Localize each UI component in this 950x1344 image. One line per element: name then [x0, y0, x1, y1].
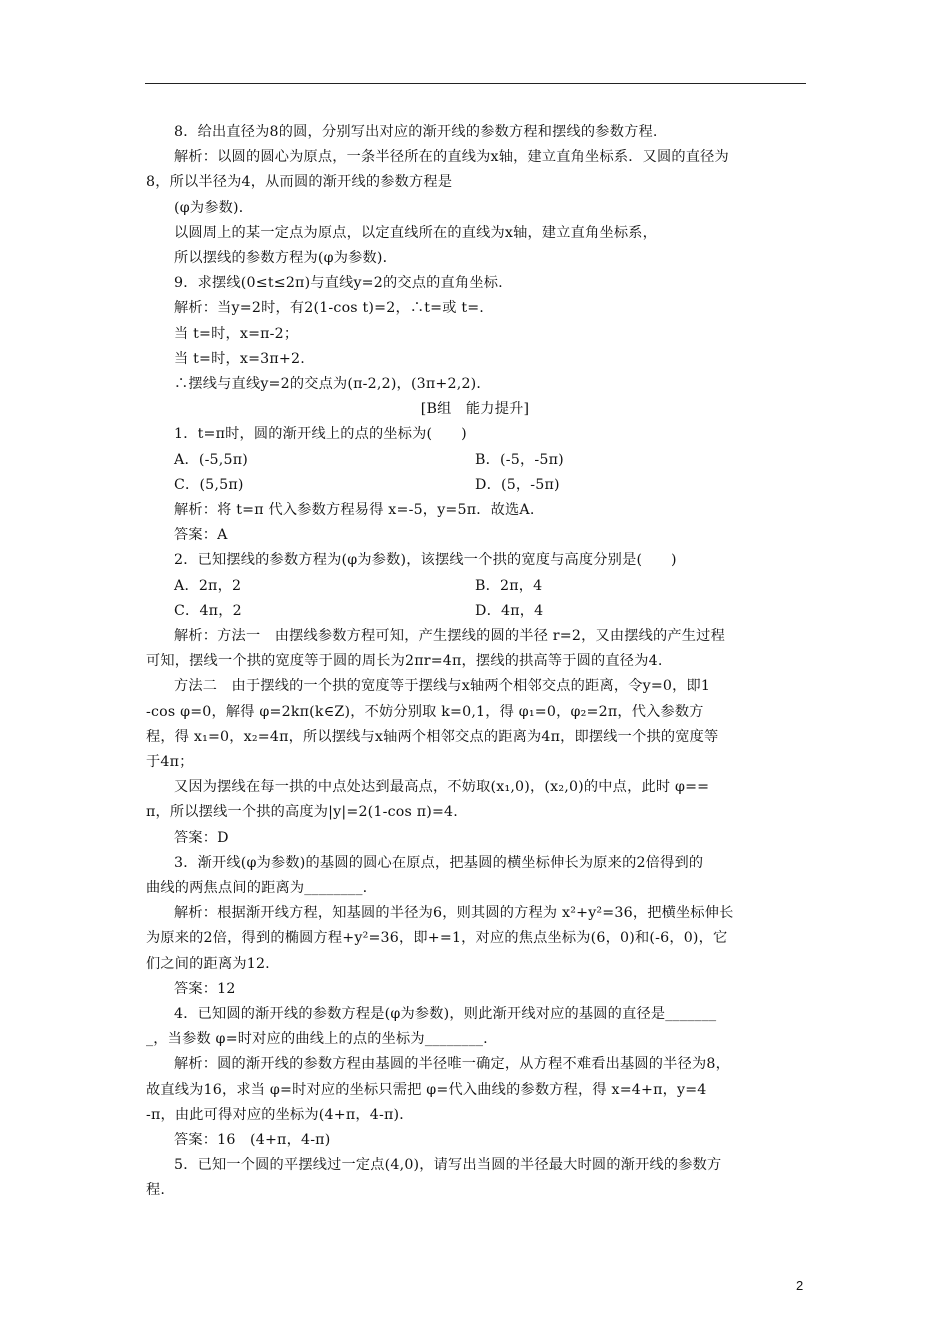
text-line: 答案：A: [174, 527, 228, 543]
text-line: 解析：将 t=π 代入参数方程易得 x=-5，y=5π．故选A.: [174, 502, 535, 518]
text-line: C．4π，2: [174, 603, 242, 619]
text-line: 解析：根据渐开线方程，知基圆的半径为6，则其圆的方程为 x²+y²=36，把横坐标伸长: [174, 905, 734, 921]
text-line: 为原来的2倍，得到的椭圆方程+y²=36，即+=1，对应的焦点坐标为(6，0)和(-6，0)，它: [146, 930, 728, 946]
option-right: D．4π，4: [475, 603, 544, 619]
text-line: 又因为摆线在每一拱的中点处达到最高点，不妨取(x₁,0)，(x₂,0)的中点，此时 φ==: [174, 779, 710, 795]
text-line: 2．已知摆线的参数方程为(φ为参数)，该摆线一个拱的宽度与高度分别是( ): [174, 552, 677, 568]
text-line: _，当参数 φ=时对应的曲线上的点的坐标为________.: [146, 1031, 488, 1047]
text-line: 们之间的距离为12.: [146, 956, 270, 972]
text-line: -cos φ=0，解得 φ=2kπ(k∈Z)，不妨分别取 k=0,1，得 φ₁=0，φ₂=2π，代入参数方: [146, 704, 704, 720]
text-line: C．(5,5π): [174, 477, 244, 493]
text-line: 解析：圆的渐开线的参数方程由基圆的半径唯一确定，从方程不难看出基圆的半径为8，: [174, 1056, 730, 1072]
text-line: 方法二 由于摆线的一个拱的宽度等于摆线与x轴两个相邻交点的距离，令y=0，即1: [174, 678, 711, 694]
option-right: B．2π，4: [475, 578, 543, 594]
text-line: 解析：以圆的圆心为原点，一条半径所在的直线为x轴，建立直角坐标系．又圆的直径为: [174, 149, 729, 165]
text-line: 故直线为16，求当 φ=时对应的坐标只需把 φ=代入曲线的参数方程，得 x=4+π，y=4: [146, 1082, 707, 1098]
text-line: ∴摆线与直线y=2的交点为(π-2,2)，(3π+2,2)．: [174, 376, 491, 392]
text-line: 答案：16 (4+π，4-π): [174, 1132, 331, 1148]
text-line: 程.: [146, 1182, 166, 1198]
text-line: 可知，摆线一个拱的宽度等于圆的周长为2πr=4π，摆线的拱高等于圆的直径为4.: [146, 653, 663, 669]
text-line: 9．求摆线(0≤t≤2π)与直线y=2的交点的直角坐标.: [174, 275, 503, 291]
option-right: B．(-5，-5π): [475, 452, 564, 468]
text-line: 1．t=π时，圆的渐开线上的点的坐标为( ): [174, 426, 467, 442]
text-line: 8，所以半径为4，从而圆的渐开线的参数方程是: [146, 174, 453, 190]
text-line: π，所以摆线一个拱的高度为|y|=2(1-cos π)=4.: [146, 804, 458, 820]
text-line: 答案：12: [174, 981, 236, 997]
text-line: A．2π，2: [174, 578, 242, 594]
text-line: 5．已知一个圆的平摆线过一定点(4,0)，请写出当圆的半径最大时圆的渐开线的参数方: [174, 1157, 722, 1173]
page-number: 2: [796, 1278, 804, 1293]
text-line: 于4π；: [146, 754, 194, 770]
text-line: 以圆周上的某一定点为原点，以定直线所在的直线为x轴，建立直角坐标系，: [174, 225, 657, 241]
text-line: 4．已知圆的渐开线的参数方程是(φ为参数)，则此渐开线对应的基圆的直径是_______: [174, 1006, 717, 1022]
option-right: D．(5，-5π): [475, 477, 560, 493]
text-line: 当 t=时，x=π-2；: [174, 326, 299, 342]
text-line: 程，得 x₁=0，x₂=4π，所以摆线与x轴两个相邻交点的距离为4π，即摆线一个拱的宽度等: [146, 729, 719, 745]
text-line: 3．渐开线(φ为参数)的基圆的圆心在原点，把基圆的横坐标伸长为原来的2倍得到的: [174, 855, 704, 871]
text-line: 所以摆线的参数方程为(φ为参数)．: [174, 250, 398, 266]
text-line: 曲线的两焦点间的距离为________.: [146, 880, 368, 896]
section-heading: [B组 能力提升]: [420, 401, 530, 417]
header-rule: [145, 83, 806, 84]
text-line: A．(-5,5π): [174, 452, 248, 468]
text-line: -π，由此可得对应的坐标为(4+π，4-π)．: [146, 1107, 414, 1123]
text-line: (φ为参数)．: [174, 200, 254, 216]
text-line: 答案：D: [174, 830, 229, 846]
text-line: 当 t=时，x=3π+2.: [174, 351, 305, 367]
text-line: 解析：方法一 由摆线参数方程可知，产生摆线的圆的半径 r=2，又由摆线的产生过程: [174, 628, 725, 644]
text-line: 解析：当y=2时，有2(1-cos t)=2，∴t=或 t=.: [174, 300, 485, 316]
text-line: 8．给出直径为8的圆，分别写出对应的渐开线的参数方程和摆线的参数方程.: [174, 124, 658, 140]
